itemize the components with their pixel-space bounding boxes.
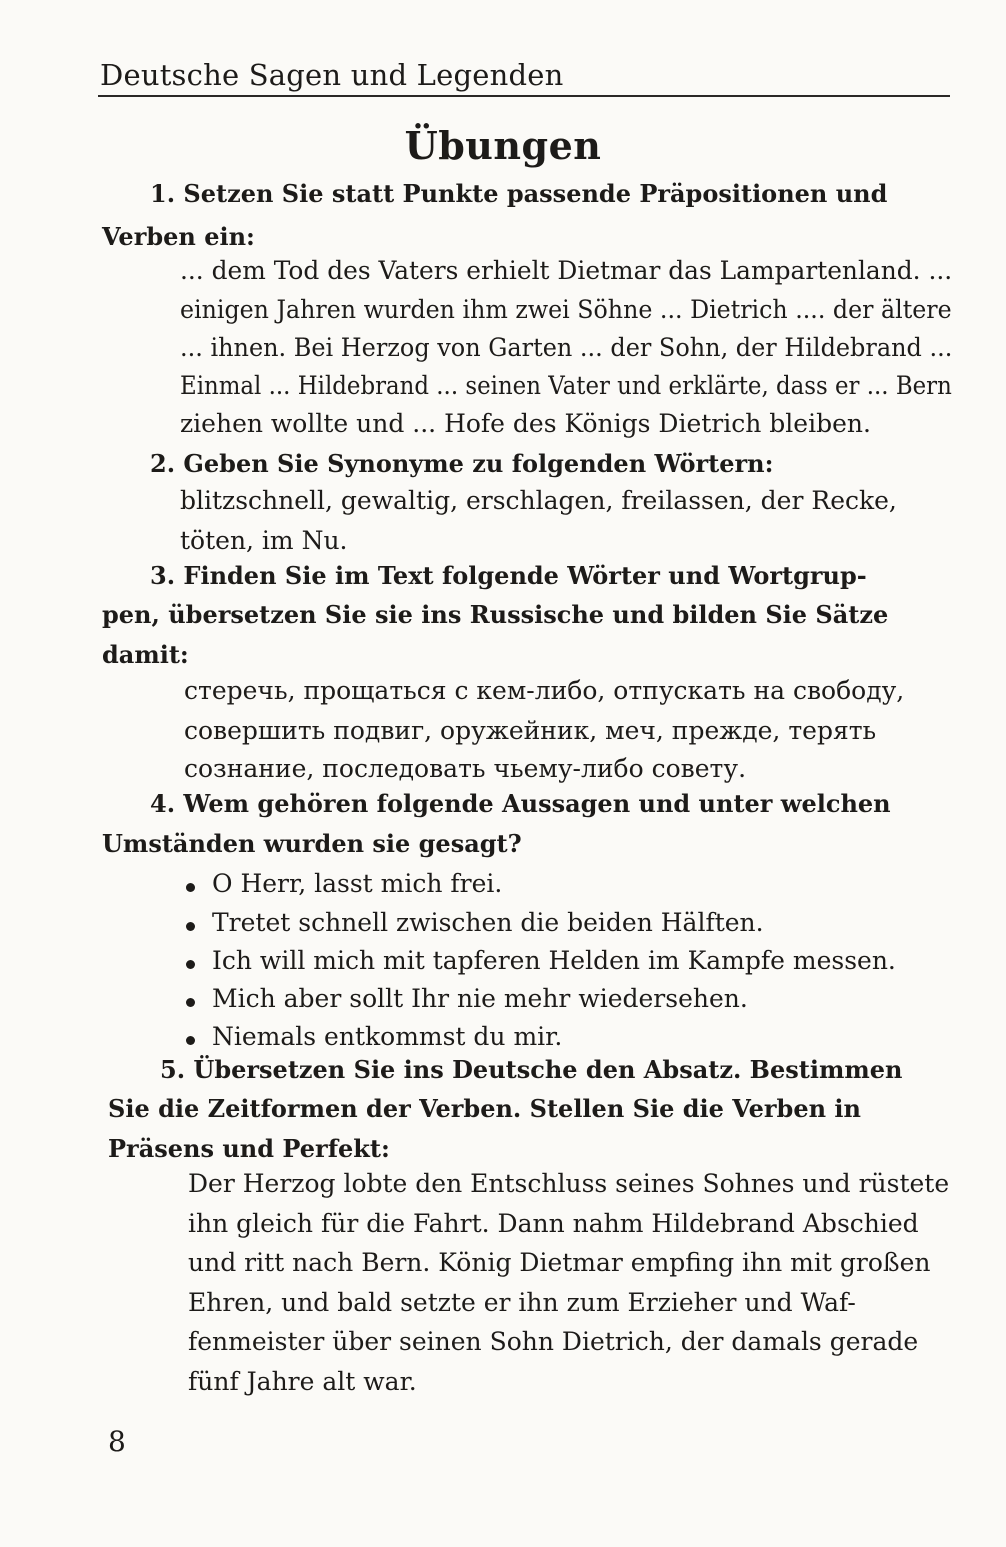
exercise-body-line: Ehren, und bald setzte er ihn zum Erzieher und Waf- bbox=[188, 1288, 856, 1317]
bullet-text: Ich will mich mit tapferen Helden im Kampfe messen. bbox=[212, 946, 896, 975]
bullet-text: Tretet schnell zwischen die beiden Hälften. bbox=[212, 908, 764, 937]
exercise-heading-line: 5. Übersetzen Sie ins Deutsche den Absatz. Bestimmen bbox=[160, 1055, 903, 1084]
exercise-body-line: fenmeister über seinen Sohn Dietrich, der damals gerade bbox=[188, 1327, 919, 1356]
exercise-body-line: und ritt nach Bern. König Dietmar empfing ihn mit großen bbox=[188, 1248, 931, 1277]
exercise-body-line: ihn gleich für die Fahrt. Dann nahm Hildebrand Abschied bbox=[188, 1209, 919, 1238]
header-rule bbox=[98, 95, 950, 97]
bullet-text: O Herr, lasst mich frei. bbox=[212, 869, 503, 898]
exercise-heading-line: 3. Finden Sie im Text folgende Wörter und Wortgrup- bbox=[150, 561, 867, 590]
exercise-heading-line: 2. Geben Sie Synonyme zu folgenden Wörtern: bbox=[150, 449, 774, 478]
exercise-body-line: fünf Jahre alt war. bbox=[188, 1367, 417, 1396]
exercise-body-line: сознание, последовать чьему-либо совету. bbox=[184, 754, 747, 783]
exercise-heading-line: Sie die Zeitformen der Verben. Stellen Sie die Verben in bbox=[108, 1094, 861, 1123]
exercise-heading-line: Verben ein: bbox=[102, 222, 255, 251]
exercise-body-line: Einmal ... Hildebrand ... seinen Vater und erklärte, dass er ... Bern bbox=[180, 371, 952, 400]
exercise-body-line: töten, im Nu. bbox=[180, 526, 348, 555]
page-number: 8 bbox=[108, 1425, 126, 1458]
bullet-icon bbox=[186, 960, 195, 969]
page-title: Übungen bbox=[404, 123, 602, 168]
exercise-body-line: совершить подвиг, оружейник, меч, прежде, терять bbox=[184, 716, 877, 745]
exercise-heading-line: 4. Wem gehören folgende Aussagen und unter welchen bbox=[150, 789, 891, 818]
exercise-body-line: Der Herzog lobte den Entschluss seines Sohnes und rüstete bbox=[188, 1169, 950, 1198]
running-header: Deutsche Sagen und Legenden bbox=[100, 58, 564, 92]
exercise-body-line: ... dem Tod des Vaters erhielt Dietmar das Lampartenland. ... bbox=[180, 256, 953, 285]
exercise-heading-line: pen, übersetzen Sie sie ins Russische und bilden Sie Sätze bbox=[102, 600, 889, 629]
exercise-body-line: blitzschnell, gewaltig, erschlagen, freilassen, der Recke, bbox=[180, 486, 897, 515]
exercise-body-line: стеречь, прощаться с кем-либо, отпускать на свободу, bbox=[184, 676, 905, 705]
exercise-heading-line: damit: bbox=[102, 640, 189, 669]
bullet-text: Niemals entkommst du mir. bbox=[212, 1022, 563, 1051]
bullet-icon bbox=[186, 883, 195, 892]
bullet-icon bbox=[186, 998, 195, 1007]
bullet-icon bbox=[186, 1036, 195, 1045]
exercise-heading-line: 1. Setzen Sie statt Punkte passende Präpositionen und bbox=[150, 179, 888, 208]
exercise-body-line: einigen Jahren wurden ihm zwei Söhne ... Dietrich .... der ältere bbox=[180, 295, 952, 324]
exercise-heading-line: Präsens und Perfekt: bbox=[108, 1134, 390, 1163]
exercise-body-line: ziehen wollte und ... Hofe des Königs Dietrich bleiben. bbox=[180, 409, 871, 438]
exercise-body-line: ... ihnen. Bei Herzog von Garten ... der Sohn, der Hildebrand ... bbox=[180, 333, 953, 362]
bullet-text: Mich aber sollt Ihr nie mehr wiedersehen. bbox=[212, 984, 748, 1013]
exercise-heading-line: Umständen wurden sie gesagt? bbox=[102, 829, 522, 858]
bullet-icon bbox=[186, 922, 195, 931]
